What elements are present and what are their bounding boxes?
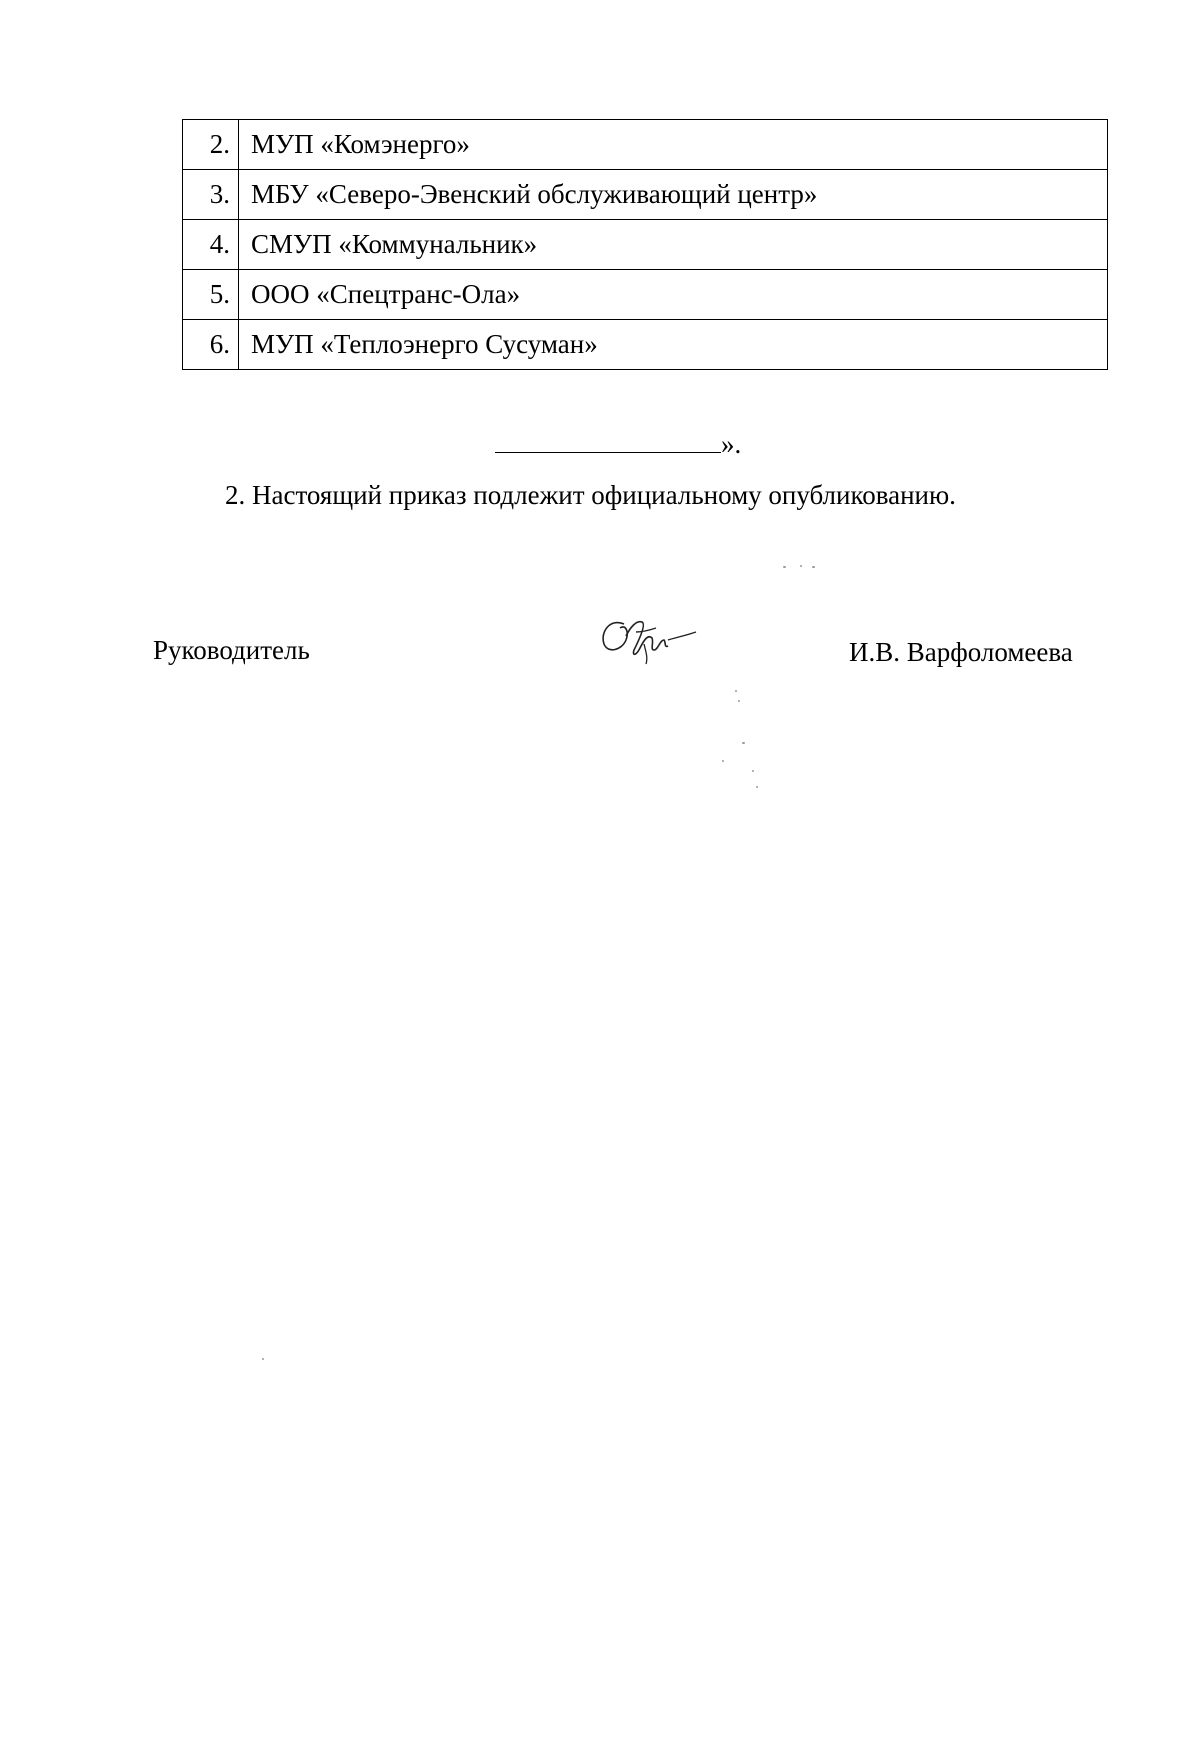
- table-row: [183, 320, 1108, 370]
- scan-speck: [722, 760, 724, 762]
- closing-mark: ».: [721, 429, 742, 459]
- scan-speck: [756, 786, 758, 788]
- scan-speck: [800, 565, 802, 567]
- scan-speck: [812, 566, 815, 568]
- organization-name: ООО «Спецтранс-Ола»: [239, 270, 1108, 320]
- organization-name: МУП «Комэнерго»: [239, 120, 1108, 170]
- signature-icon: [596, 610, 706, 670]
- scan-speck: [752, 770, 754, 772]
- table-row: [183, 270, 1108, 320]
- scan-speck: [783, 566, 786, 568]
- scan-speck: [262, 1358, 264, 1360]
- table-row: [183, 120, 1108, 170]
- signer-name: И.В. Варфоломеева: [849, 637, 1073, 667]
- row-number: 6.: [183, 320, 239, 370]
- scan-speck: [742, 742, 745, 744]
- row-number: 4.: [183, 220, 239, 270]
- organization-name: МБУ «Северо-Эвенский обслуживающий центр»: [239, 170, 1108, 220]
- table-row: [183, 170, 1108, 220]
- scan-speck: [735, 690, 737, 692]
- organization-name: МУП «Теплоэнерго Сусуман»: [239, 320, 1108, 370]
- signer-title: Руководитель: [153, 635, 310, 665]
- blank-underline: [495, 428, 721, 453]
- paragraph-2: 2. Настоящий приказ подлежит официальному опубликованию.: [225, 480, 956, 510]
- organization-name: СМУП «Коммунальник»: [239, 220, 1108, 270]
- row-number: 5.: [183, 270, 239, 320]
- closing-quote-line: [495, 428, 741, 460]
- organizations-table: [182, 119, 1108, 370]
- table-row: [183, 220, 1108, 270]
- row-number: 2.: [183, 120, 239, 170]
- row-number: 3.: [183, 170, 239, 220]
- scan-speck: [738, 700, 740, 702]
